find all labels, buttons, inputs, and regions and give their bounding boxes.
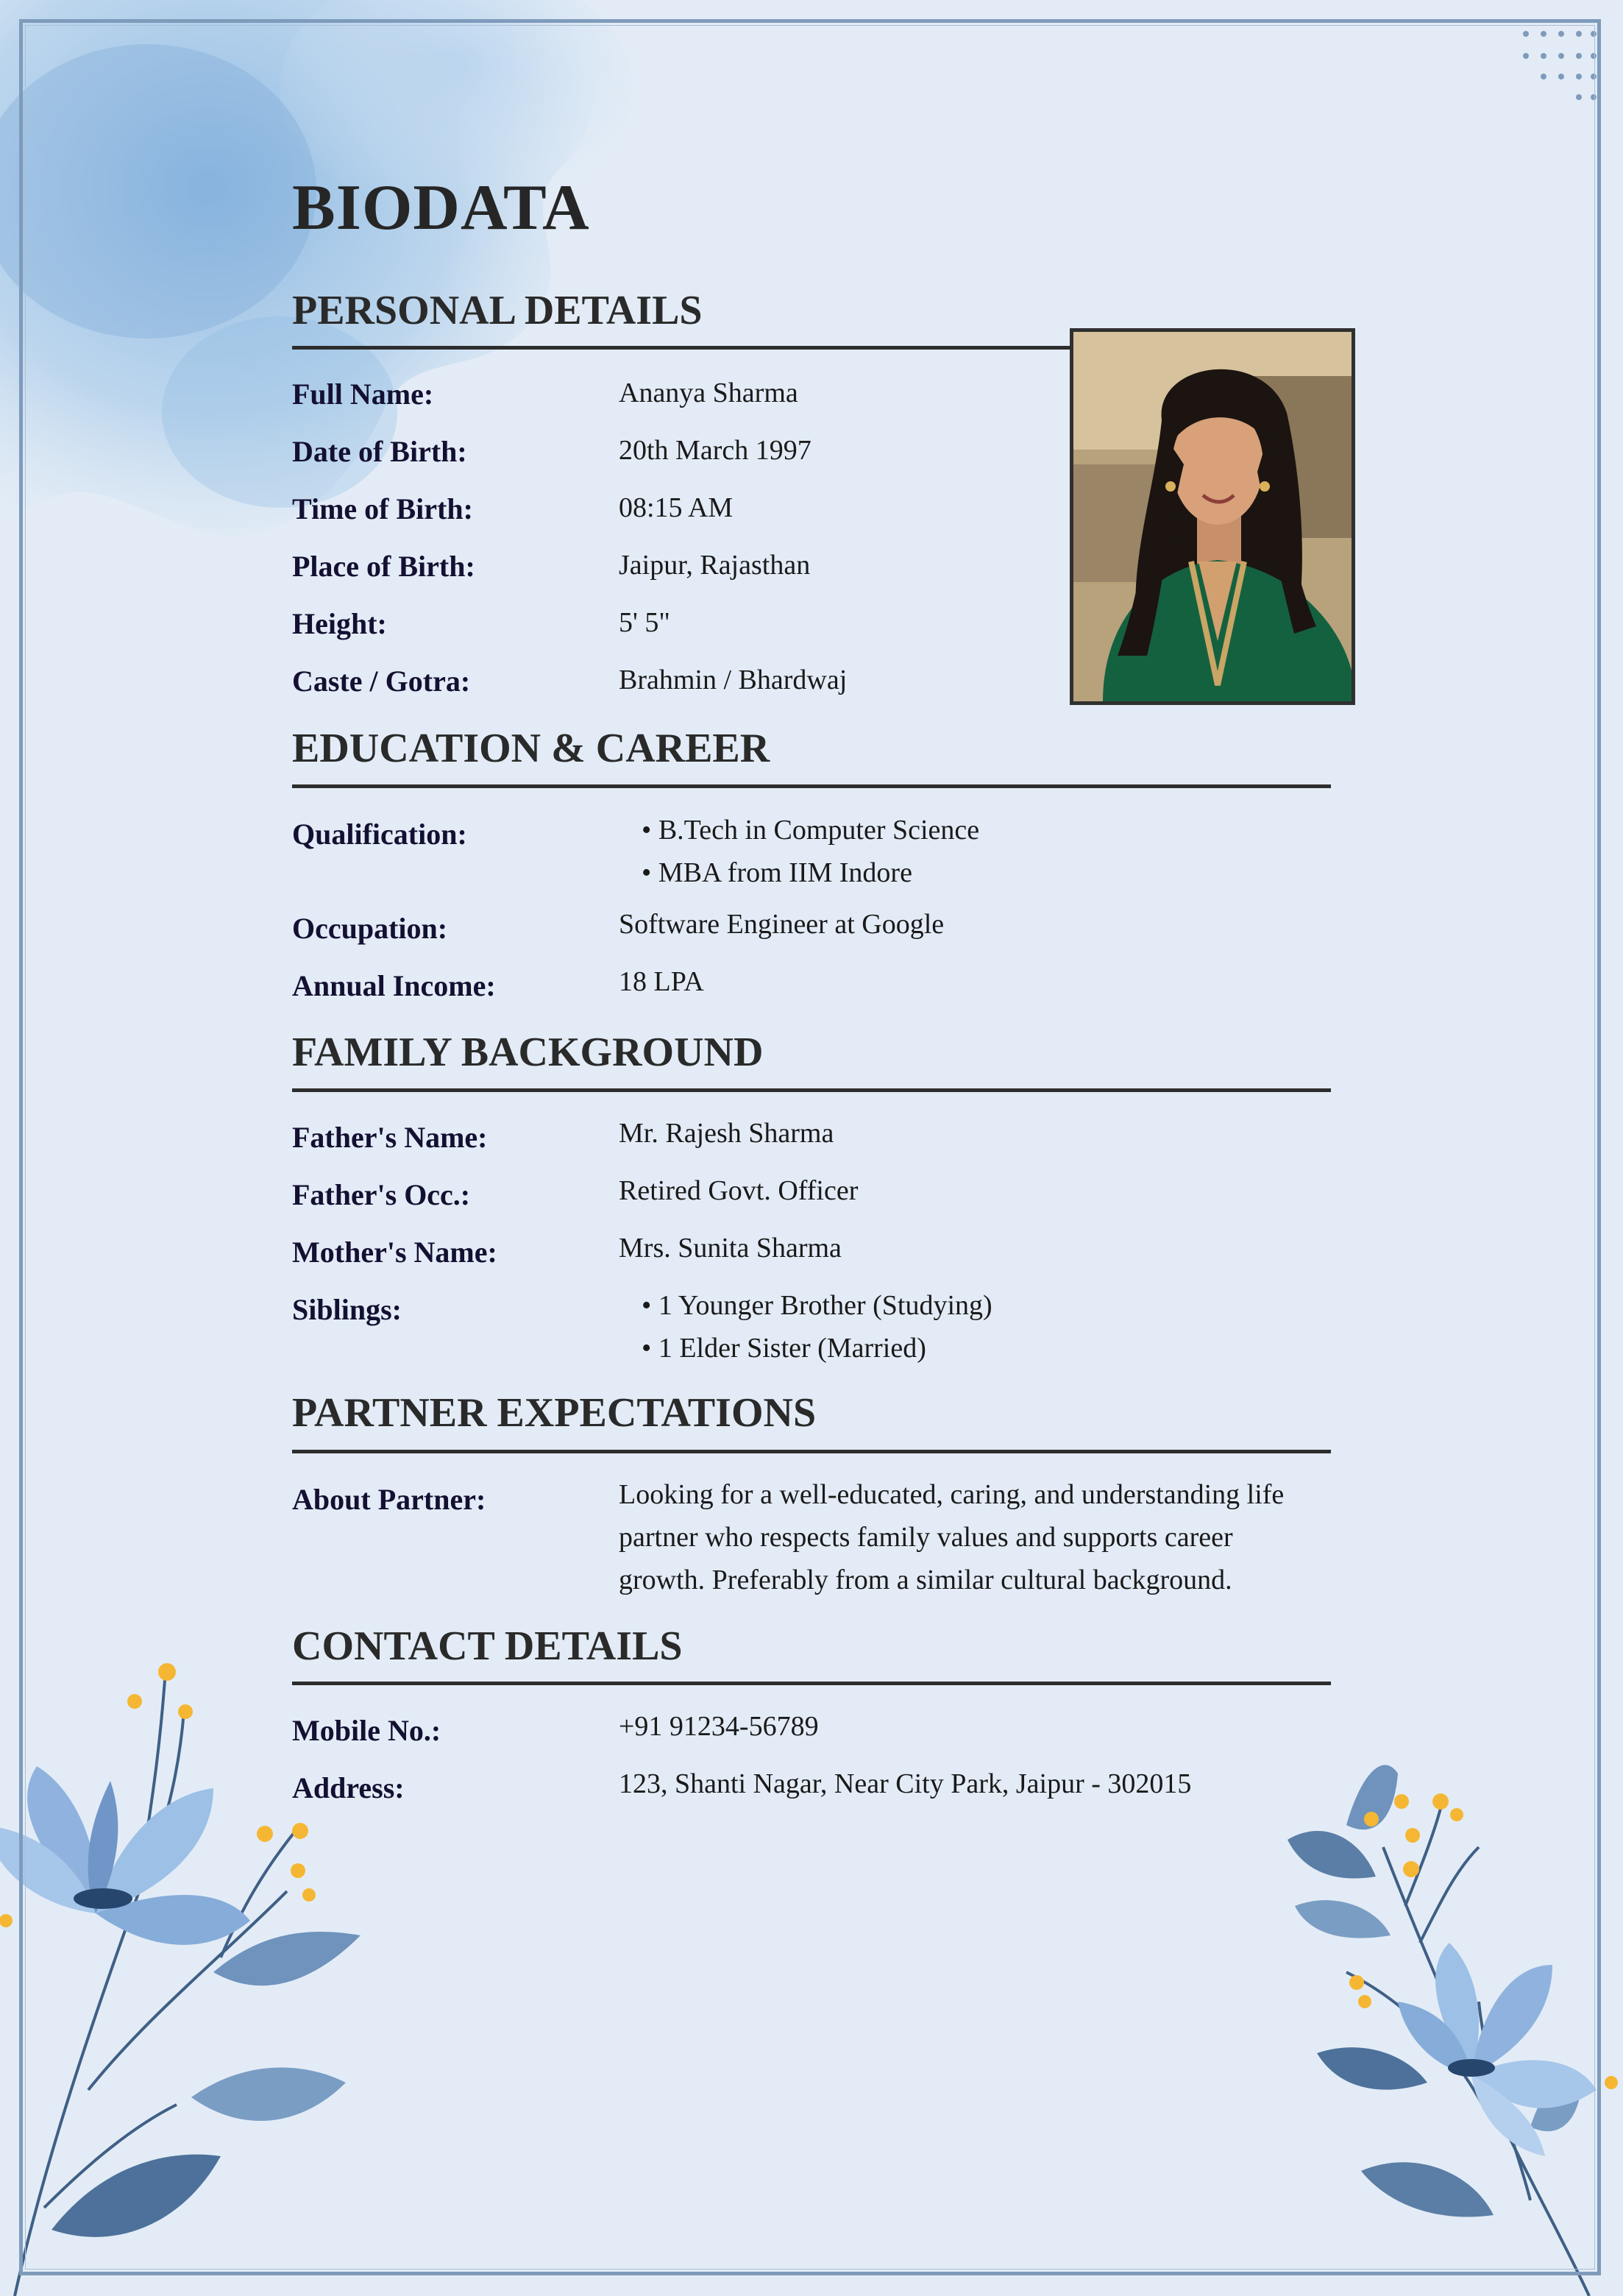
father-occ-label: Father's Occ.: xyxy=(292,1178,471,1211)
father-name-value: Mr. Rajesh Sharma xyxy=(619,1118,834,1149)
caste-value: Brahmin / Bhardwaj xyxy=(619,665,848,695)
qualification-item: • MBA from IIM Indore xyxy=(642,857,912,889)
occupation-value: Software Engineer at Google xyxy=(619,909,945,940)
sibling-item: • 1 Younger Brother (Studying) xyxy=(642,1289,992,1322)
section-family-heading: FAMILY BACKGROUND xyxy=(292,1030,764,1075)
section-personal-heading: PERSONAL DETAILS xyxy=(292,288,703,333)
address-value: 123, Shanti Nagar, Near City Park, Jaipur - 302015 xyxy=(619,1768,1192,1799)
dob-label: Date of Birth: xyxy=(292,435,467,468)
full-name-label: Full Name: xyxy=(292,378,434,411)
profile-photo xyxy=(1070,328,1355,705)
about-partner-text xyxy=(619,1473,1325,1601)
mother-name-label: Mother's Name: xyxy=(292,1236,497,1269)
income-value: 18 LPA xyxy=(619,966,704,997)
about-partner-label: About Partner: xyxy=(292,1483,486,1516)
tob-label: Time of Birth: xyxy=(292,492,473,525)
qualification-item: • B.Tech in Computer Science xyxy=(642,814,979,846)
section-personal-rule xyxy=(292,346,1072,350)
section-contact-rule xyxy=(292,1682,1331,1685)
section-partner-heading: PARTNER EXPECTATIONS xyxy=(292,1390,817,1436)
section-family-rule xyxy=(292,1088,1331,1092)
father-name-label: Father's Name: xyxy=(292,1121,488,1154)
height-label: Height: xyxy=(292,607,387,640)
section-education-rule xyxy=(292,784,1331,788)
tob-value: 08:15 AM xyxy=(619,492,734,523)
income-label: Annual Income: xyxy=(292,969,496,1002)
document-title: BIODATA xyxy=(292,172,590,244)
father-occ-value: Retired Govt. Officer xyxy=(619,1175,859,1206)
mobile-label: Mobile No.: xyxy=(292,1714,441,1747)
siblings-label: Siblings: xyxy=(292,1293,402,1326)
qualification-label: Qualification: xyxy=(292,818,467,851)
about-partner-line: Looking for a well-educated, caring, and understanding life xyxy=(619,1479,1285,1510)
about-partner-line: growth. Preferably from a similar cultural background. xyxy=(619,1565,1232,1595)
mother-name-value: Mrs. Sunita Sharma xyxy=(619,1233,842,1264)
about-partner-line: partner who respects family values and supports career xyxy=(619,1522,1233,1553)
full-name-value: Ananya Sharma xyxy=(619,378,798,408)
section-contact-heading: CONTACT DETAILS xyxy=(292,1623,683,1669)
caste-label: Caste / Gotra: xyxy=(292,665,471,698)
dob-value: 20th March 1997 xyxy=(619,435,812,466)
section-education-heading: EDUCATION & CAREER xyxy=(292,726,770,771)
pob-label: Place of Birth: xyxy=(292,550,475,583)
pob-value: Jaipur, Rajasthan xyxy=(619,550,811,581)
height-value: 5' 5" xyxy=(619,607,670,638)
mobile-value: +91 91234-56789 xyxy=(619,1711,819,1742)
portrait-illustration-icon xyxy=(1073,332,1352,701)
occupation-label: Occupation: xyxy=(292,912,448,945)
address-label: Address: xyxy=(292,1771,405,1804)
sibling-item: • 1 Elder Sister (Married) xyxy=(642,1332,926,1364)
section-partner-rule xyxy=(292,1450,1331,1453)
